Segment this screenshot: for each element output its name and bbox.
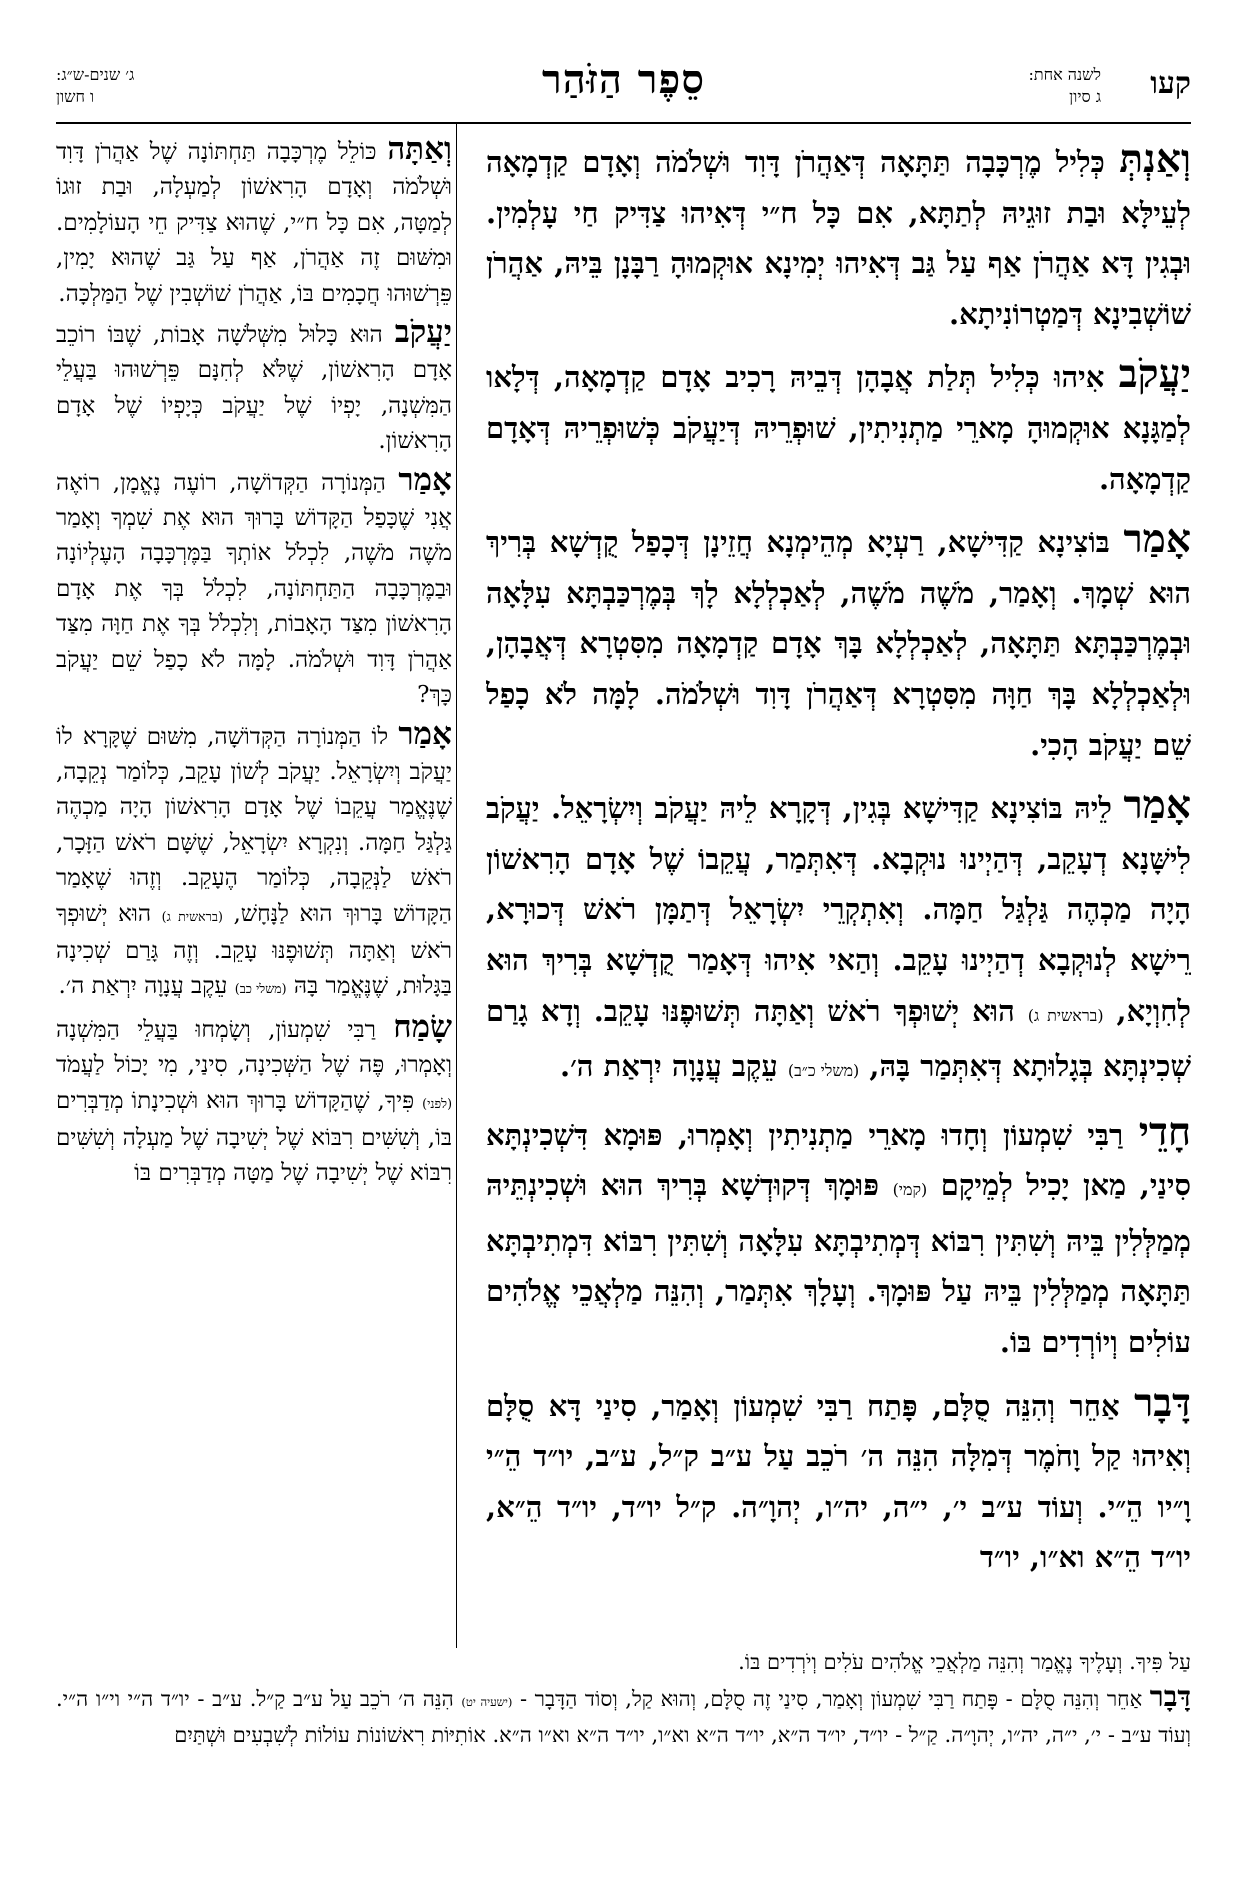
paragraph xyxy=(486,134,1191,339)
verse-reference: (משלי כב) xyxy=(234,981,287,997)
paragraph xyxy=(486,780,1191,1097)
bottom-translation-continuation xyxy=(56,1646,1191,1816)
paragraph xyxy=(56,717,452,1007)
paragraph-text: אַחֵר וְהִנֵּה סֻלָּם, פָּתַח רַבִּי שִׁמְעוֹן וְאָמַר, סִינַי דָּא סֻלָּם וְאִיהוּ קַל וָחֹמֶר דְּמִלָּה הִנֵּה ה׳ רֹכֵב עַל ע״ב ק״ל, ע״ב, יו״ד הֵ״י וָ״יו הֵ״י. וְעוֹד ע״ב י׳, י״ה, יה״ו, יְהוָ״ה. ק״ל יו״ד, יו״ד הֵ״א, יו״ד הֵ״א וא״ו, יו״ד xyxy=(486,1388,1191,1575)
opening-word: וְאַתָּה xyxy=(387,132,452,167)
paragraph xyxy=(56,132,452,312)
paragraph xyxy=(486,1107,1191,1368)
paragraph xyxy=(56,463,452,714)
opening-word: אָמַר xyxy=(398,461,452,498)
schedule-date: ו חשון xyxy=(56,87,95,106)
opening-word: וְאַנְתְּ xyxy=(1119,136,1191,182)
opening-word: שָׂמַח xyxy=(393,1008,452,1045)
paragraph-text: הַמְּנוֹרָה הַקְּדוֹשָׁה, רוֹעֶה נֶאֱמָן, רוֹאֶה אֲנִי שֶׁכָּפַל הַקָּדוֹשׁ בָּרוּךְ הוּא אֶת שִׁמְךָ וְאָמַר מֹשֶׁה מֹשֶׁה, לִכְלֹל אוֹתְךָ בַּמֶּרְכָּבָה הָעֶלְיוֹנָה וּבַמֶּרְכָּבָה הַתַּחְתּוֹנָה, לִכְלֹל בְּךָ אֶת אָדָם הָרִאשׁוֹן מִצַּד הָאָבוֹת, וְלִכְלֹל בְּךָ אֶת חַוָּה מִצַּד אַהֲרֹן דָּוִד וּשְׁלֹמֹה. לָמָּה לֹא כָפַל שֵׁם יַעֲקֹב כָּךְ? xyxy=(56,469,452,709)
paragraph-text: רַבִּי שִׁמְעוֹן וְחָדוּ מָארֵי מַתְנִיתִין וְאָמְרוּ, פּוּמָא דִּשְׁכִינְתָּא סִינַי, מַאן יָכִיל לְמֵיקָם xyxy=(486,1117,1191,1203)
column-divider xyxy=(456,124,457,1648)
page-number: קעו xyxy=(1150,66,1191,101)
paragraph-text: לוֹ הַמְּנוֹרָה הַקְּדוֹשָׁה, מִשּׁוּם שֶׁקָּרָא לוֹ יַעֲקֹב וְיִשְׂרָאֵל. יַעֲקֹב לְשׁוֹן עָקֵב, כְּלוֹמַר נְקֵבָה, שֶׁנֶּאֱמַר עֲקֵבוֹ שֶׁל אָדָם הָרִאשׁוֹן הָיָה מַכְהֶה גַּלְגַּל חַמָּה. וְנִקְרָא יִשְׂרָאֵל, שֶׁשָּׁם רֹאשׁ הַזָּכָר, רֹאשׁ לַנְּקֵבָה, כְּלוֹמַר הֶעָקֵב. וְזֶהוּ שֶׁאָמַר הַקָּדוֹשׁ בָּרוּךְ הוּא לַנָּחָשׁ, xyxy=(56,723,452,927)
paragraph xyxy=(486,514,1191,770)
book-title: סֵפֶר הַזֹּהַר xyxy=(542,56,705,103)
hebrew-translation-column xyxy=(56,132,452,1644)
variant-reading: (לפני) xyxy=(422,1095,452,1111)
schedule-label: לשנה אחת: xyxy=(1028,65,1101,84)
variant-reading: (קמי) xyxy=(892,1180,928,1200)
verse-reference: (ישעיה יט) xyxy=(461,1694,513,1709)
paragraph-text: אִיהוּ כְּלִיל תְּלַת אֲבָהָן דְּבֵיהּ רָכִיב אָדָם קַדְמָאָה, דְּלָאו לְמַגָּנָא אוּקְמוּהָ מָארֵי מַתְנִיתִין, שׁוּפְרֵיהּ דְּיַעֲקֹב כְּשׁוּפְרֵיהּ דְּאָדָם קַדְמָאָה. xyxy=(486,360,1191,496)
paragraph-text: אַחֵר וְהִנֵּה סֻלָּם - פָּתַח רַבִּי שִׁמְעוֹן וְאָמַר, סִינַי זֶה סֻלָּם, וְהוּא קַל, וְסוֹד הַדָּבָר - xyxy=(512,1686,1150,1711)
paragraph-text: כּוֹלֵל מֶרְכָּבָה תַּחְתּוֹנָה שֶׁל אַהֲרֹן דָּוִד וּשְׁלֹמֹה וְאָדָם הָרִאשׁוֹן לְמַעְלָה, וּבַת זוּגוֹ לְמַטָּה, אִם כָּל ח״י, שֶׁהוּא צַדִּיק חֵי הָעוֹלָמִים. וּמִשּׁוּם זֶה אַהֲרֹן, אַף עַל גַּב שֶׁהוּא יָמִין, פֵּרְשׁוּהוּ חֲכָמִים בּוֹ, אַהֲרֹן שׁוֹשְׁבִין שֶׁל הַמַּלְכָּה. xyxy=(56,139,452,307)
opening-word: אָמַר xyxy=(1123,516,1191,563)
verse-reference: (בראשית ג) xyxy=(161,908,223,924)
paragraph-text: כְּלִיל מֶרְכָּבָה תַּתָּאָה דְּאַהֲרֹן דָּוִד וּשְׁלֹמֹה וְאָדָם קַדְמָאָה לְעֵילָּא וּבַת זוּגֵיהּ לְתַתָּא, אִם כָּל ח״י דְּאִיהוּ צַדִּיק חַי עָלְמִין. וּבְגִין דָּא אַהֲרֹן אַף עַל גַּב דְּאִיהוּ יְמִינָא אוּקְמוּהָ רַבָּנָן בֵּיהּ, אַהֲרֹן שׁוֹשְׁבִינָא דְּמַטְרוֹנִיתָא. xyxy=(486,145,1191,331)
verse-reference: (משלי כ״ב) xyxy=(787,1061,860,1081)
paragraph-text: לֵיהּ בּוֹצִינָא קַדִּישָׁא בְּגִין, דְּקָרָא לֵיהּ יַעֲקֹב וְיִשְׂרָאֵל. יַעֲקֹב לִישָּׁנָא דְעָקֵב, דְּהַיְינוּ נוּקְבָא. דְּאִתְּמַר, עֲקֵבוֹ שֶׁל אָדָם הָרִאשׁוֹן הָיָה מַכְהֶה גַּלְגַּל חַמָּה. וְאִתְקְרֵי יִשְׂרָאֵל דְּתַמָּן רֹאשׁ דְּכוּרָא, רֵישָׁא לְנוּקְבָא דְהַיְינוּ עָקֵב. וְהַאי אִיהוּ דְּאָמַר קֻדְשָׁא בְּרִיךְ הוּא לְחִוְיָא, xyxy=(486,791,1191,1028)
paragraph xyxy=(56,1010,452,1192)
opening-word: דָּבָר xyxy=(1149,1678,1191,1713)
paragraph-text: רַבִּי שִׁמְעוֹן, וְשָׂמְחוּ בַּעֲלֵי הַמִּשְׁנָה וְאָמְרוּ, פֶּה שֶׁל הַשְּׁכִינָה, סִינַי, מִי יָכוֹל לַעֲמֹד xyxy=(56,1016,452,1079)
opening-word: דָּבָר xyxy=(1134,1379,1191,1426)
paragraph-text: פּוּמָךְ דְּקוּדְשָׁא בְּרִיךְ הוּא וּשְׁכִינְתֵּיהּ מְמַלְּלִין בֵּיהּ וְשִׁתִּין רִבּוֹא דְּמְתִיבְתָּא עִלָּאָה וְשִׁתִּין רִבּוֹא דִּמְתִיבְתָּא תַּתָּאָה מְמַלְּלִין בֵּיהּ עַל פּוּמָךְ. וְעָלָךְ אִתְּמַר, וְהִנֵּה מַלְאֲכֵי אֱלֹהִים עוֹלִים וְיוֹרְדִים בּוֹ. xyxy=(486,1168,1191,1360)
paragraph-text: הִנֵּה ה׳ רֹכֵב עַל ע״ב קַ״ל. ע״ב - יו״ד ה״י וי״ו ה״י. וְעוֹד ע״ב - י׳, י״ה, יה״ו, יְהוָ״ה. קַ״ל - יו״ד, יו״ד ה״א, יו״ד ה״א וא״ו, יו״ד ה״א וא״ו ה״א. אוֹתִיּוֹת רִאשׁוֹנוֹת עוֹלוֹת לְשִׁבְעִים וּשְׁתַּיִם xyxy=(56,1686,1191,1747)
paragraph xyxy=(56,315,452,460)
paragraph-text: עֵקֶב עֲנָוָה יִרְאַת ה׳. xyxy=(58,973,235,1000)
verse-reference: (בראשית ג) xyxy=(1027,1005,1104,1025)
opening-word: חָדֵי xyxy=(1138,1108,1191,1155)
paragraph xyxy=(486,1378,1191,1583)
aramaic-text-column xyxy=(486,134,1191,1644)
paragraph xyxy=(56,1680,1191,1753)
opening-word: אָמַר xyxy=(1123,782,1191,829)
opening-word: אָמַר xyxy=(398,715,452,752)
continuation-line: עַל פִּיךָ. וְעָלֶיךָ נֶאֱמַר וְהִנֵּה מַלְאֲכֵי אֱלֹהִים עֹלִים וְיֹרְדִים בּוֹ. xyxy=(738,1650,1191,1674)
opening-word: יַעֲקֹב xyxy=(394,314,452,351)
study-schedule-three-year xyxy=(56,64,134,108)
paragraph-text: הוּא יְשׁוּפְךָ רֹאשׁ וְאַתָּה תְּשׁוּפֶנּוּ עָקֵב. וְזֶה גָּרַם שְׁכִינָה בַּגָּלוּת, שֶׁנֶּאֱמַר בָּהּ xyxy=(56,900,452,1000)
paragraph-text: הוּא יְשׁוּפְךָ רֹאשׁ וְאַתָּה תְּשׁוּפֶנּוּ עָקֵב. וְדָא גָרַם שְׁכִינְתָּא בְּגָלוּתָא דְּאִתְּמַר בָּהּ, xyxy=(486,993,1191,1084)
opening-word: יַעֲקֹב xyxy=(1118,351,1191,398)
page-header xyxy=(56,56,1191,118)
paragraph-text: פִּיךָ, שֶׁהַקָּדוֹשׁ בָּרוּךְ הוּא וּשְׁכִינָתוֹ מְדַבְּרִים בּוֹ, וְשִׁשִּׁים רִבּוֹא שֶׁל יְשִׁיבָה שֶׁל מַעְלָה וְשִׁשִּׁים רִבּוֹא שֶׁל יְשִׁיבָה שֶׁל מַטָּה מְדַבְּרִים בּוֹ xyxy=(56,1087,452,1187)
paragraph xyxy=(486,349,1191,504)
schedule-date: ג סיון xyxy=(1069,87,1101,106)
header-rule xyxy=(56,122,1191,124)
paragraph-text: בּוֹצִינָא קַדִּישָׁא, רַעְיָא מְהֵימְנָא חֲזֵינָן דְּכָפַל קֻדְשָׁא בְּרִיךְ הוּא שְׁמָךְ. וְאָמַר, מֹשֶׁה מֹשֶׁה, לְאַכְלְלָא לָךְ בְּמֶרְכַּבְתָּא עִלָּאָה וּבְמֶרְכַּבְתָּא תַּתָּאָה, לְאַכְלְלָא בָּךְ אָדָם קַדְמָאָה מִסִּטְרָא דְּאֲבָהָן, וּלְאַכְלְלָא בָּךְ חַוָּה מִסִּטְרָא דְּאַהֲרֹן דָּוִד וּשְׁלֹמֹה. לָמָּה לֹא כָפַל שֵׁם יַעֲקֹב הָכִי. xyxy=(486,525,1191,762)
paragraph-text: הוּא כָּלוּל מִשְּׁלֹשָׁה אָבוֹת, שֶׁבּוֹ רוֹכֵב אָדָם הָרִאשׁוֹן, שֶׁלֹּא לְחִנָּם פֵּרְשׁוּהוּ בַּעֲלֵי הַמִּשְׁנָה, יָפְיוֹ שֶׁל יַעֲקֹב כְּיָפְיוֹ שֶׁל אָדָם הָרִאשׁוֹן. xyxy=(56,322,452,455)
paragraph-text: עֵקֶב עֲנָוָה יִרְאַת ה׳. xyxy=(560,1049,788,1084)
schedule-label: ג׳ שנים-ש״ג: xyxy=(56,65,135,84)
